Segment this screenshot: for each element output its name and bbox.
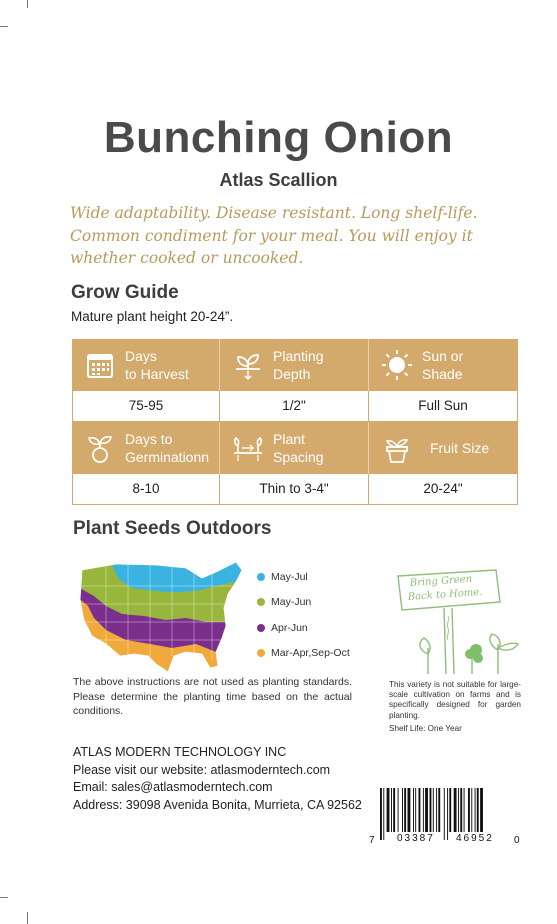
barcode-bar <box>433 788 434 832</box>
barcode-bar <box>444 788 445 840</box>
sun-or-shade-label: Sun or Shade <box>422 348 464 382</box>
variety-note: This variety is not suitable for large-scale cultivation on farms and is specifically designed for garden planting. <box>389 680 521 720</box>
legend-label: May-Jun <box>271 596 312 609</box>
fruit-size-value: 20-24" <box>369 474 518 505</box>
plant-spacing-icon <box>232 432 264 464</box>
calendar-icon <box>84 349 116 381</box>
days-to-harvest-label: Days to Harvest <box>125 348 189 382</box>
legend-label: May-Jul <box>271 570 308 583</box>
barcode-bar <box>380 788 382 840</box>
barcode-bar <box>475 788 476 832</box>
upc-barcode <box>368 788 520 850</box>
barcode-bar <box>423 788 424 832</box>
sun-icon <box>381 349 413 381</box>
legend-dot <box>257 624 265 632</box>
product-title: Bunching Onion <box>103 113 454 162</box>
garden-sign-illustration <box>388 556 528 676</box>
sign-text-line2: Back to Home. <box>407 586 483 603</box>
crop-mark <box>0 897 8 898</box>
crop-mark <box>27 912 28 924</box>
shelf-life: Shelf Life: One Year <box>389 724 462 733</box>
barcode-bar <box>471 788 472 832</box>
fruit-size-label: Fruit Size <box>430 440 490 456</box>
grow-guide-table-row2 <box>72 422 518 505</box>
company-address: Address: 39098 Avenida Bonita, Murrieta, CA 92562 <box>73 798 362 813</box>
barcode-bar <box>391 788 392 832</box>
barcode-bar <box>408 788 411 832</box>
legend-item <box>257 564 350 590</box>
legend-label: Apr-Jun <box>271 621 308 634</box>
barcode-bar <box>480 788 483 832</box>
us-planting-map <box>76 556 248 674</box>
barcode-bar <box>458 788 459 832</box>
legend-label: Mar-Apr,Sep-Oct <box>271 647 350 660</box>
sprout-icon <box>84 432 116 464</box>
fruit-size-header <box>369 422 518 474</box>
barcode-bar <box>436 788 437 832</box>
seedling-depth-icon <box>232 349 264 381</box>
legend-dot <box>257 598 265 606</box>
barcode-bar <box>464 788 465 832</box>
barcode-bar <box>402 788 403 832</box>
barcode-right-digits: 46952 <box>456 833 494 844</box>
legend-item <box>257 590 350 616</box>
plant-spacing-label: Plant Spacing <box>273 431 324 465</box>
grow-guide-table-row1 <box>72 339 518 422</box>
barcode-bar <box>383 788 384 840</box>
planting-depth-label: Planting Depth <box>273 348 324 382</box>
crop-mark <box>27 0 28 8</box>
barcode-lead-digit: 7 <box>369 835 375 846</box>
barcode-bar <box>460 788 462 832</box>
days-to-germination-value: 8-10 <box>72 474 220 505</box>
days-to-germination-header <box>72 422 220 474</box>
barcode-bar <box>413 788 414 832</box>
barcode-bar <box>447 788 448 840</box>
barcode-bar <box>387 788 390 832</box>
crop-mark <box>0 26 8 27</box>
map-legend <box>257 564 350 666</box>
legend-dot <box>257 649 265 657</box>
barcode-bar <box>425 788 428 832</box>
barcode-bar <box>430 788 432 832</box>
barcode-bar <box>398 788 399 832</box>
sign-text-line1: Bring Green <box>409 573 473 589</box>
planting-depth-header <box>220 339 369 391</box>
company-info <box>73 744 362 815</box>
sun-or-shade-header <box>369 339 518 391</box>
plant-spacing-value: Thin to 3-4" <box>220 474 369 505</box>
plant-seeds-outdoors-title: Plant Seeds Outdoors <box>73 518 272 539</box>
grow-guide-note: Mature plant height 20-24”. <box>71 309 234 324</box>
planting-depth-value: 1/2" <box>220 391 369 422</box>
plant-spacing-header <box>220 422 369 474</box>
company-email: Email: sales@atlasmoderntech.com <box>73 780 273 795</box>
barcode-bar <box>404 788 406 832</box>
legend-item <box>257 641 350 667</box>
barcode-bar <box>468 788 470 832</box>
company-name: ATLAS MODERN TECHNOLOGY INC <box>73 745 287 759</box>
barcode-bar <box>477 788 479 832</box>
barcode-bar <box>449 788 451 832</box>
barcode-bar <box>415 788 416 832</box>
days-to-harvest-header <box>72 339 220 391</box>
grow-guide-title: Grow Guide <box>71 282 179 303</box>
days-to-germination-label: Days to Germinationn <box>125 431 210 465</box>
company-website: Please visit our website: atlasmoderntech.com <box>73 762 331 777</box>
potted-plant-icon <box>381 432 413 464</box>
days-to-harvest-value: 75-95 <box>72 391 220 422</box>
sun-or-shade-value: Full Sun <box>369 391 518 422</box>
barcode-check-digit: 0 <box>514 835 520 846</box>
barcode-bar <box>419 788 421 832</box>
barcode-bar <box>438 788 440 832</box>
legend-item <box>257 615 350 641</box>
planting-disclaimer: The above instructions are not used as planting standards. Please determine the planting time based on the actual conditions. <box>73 676 352 717</box>
barcode-left-digits: 03387 <box>397 833 435 844</box>
barcode-bar <box>393 788 395 832</box>
legend-dot <box>257 573 265 581</box>
product-subtitle: Atlas Scallion <box>219 170 338 190</box>
barcode-bar <box>454 788 457 832</box>
product-tagline: Wide adaptability. Disease resistant. Long shelf-life. Common condiment for your meal. You will enjoy it whether cooked or uncooked. <box>70 204 478 267</box>
